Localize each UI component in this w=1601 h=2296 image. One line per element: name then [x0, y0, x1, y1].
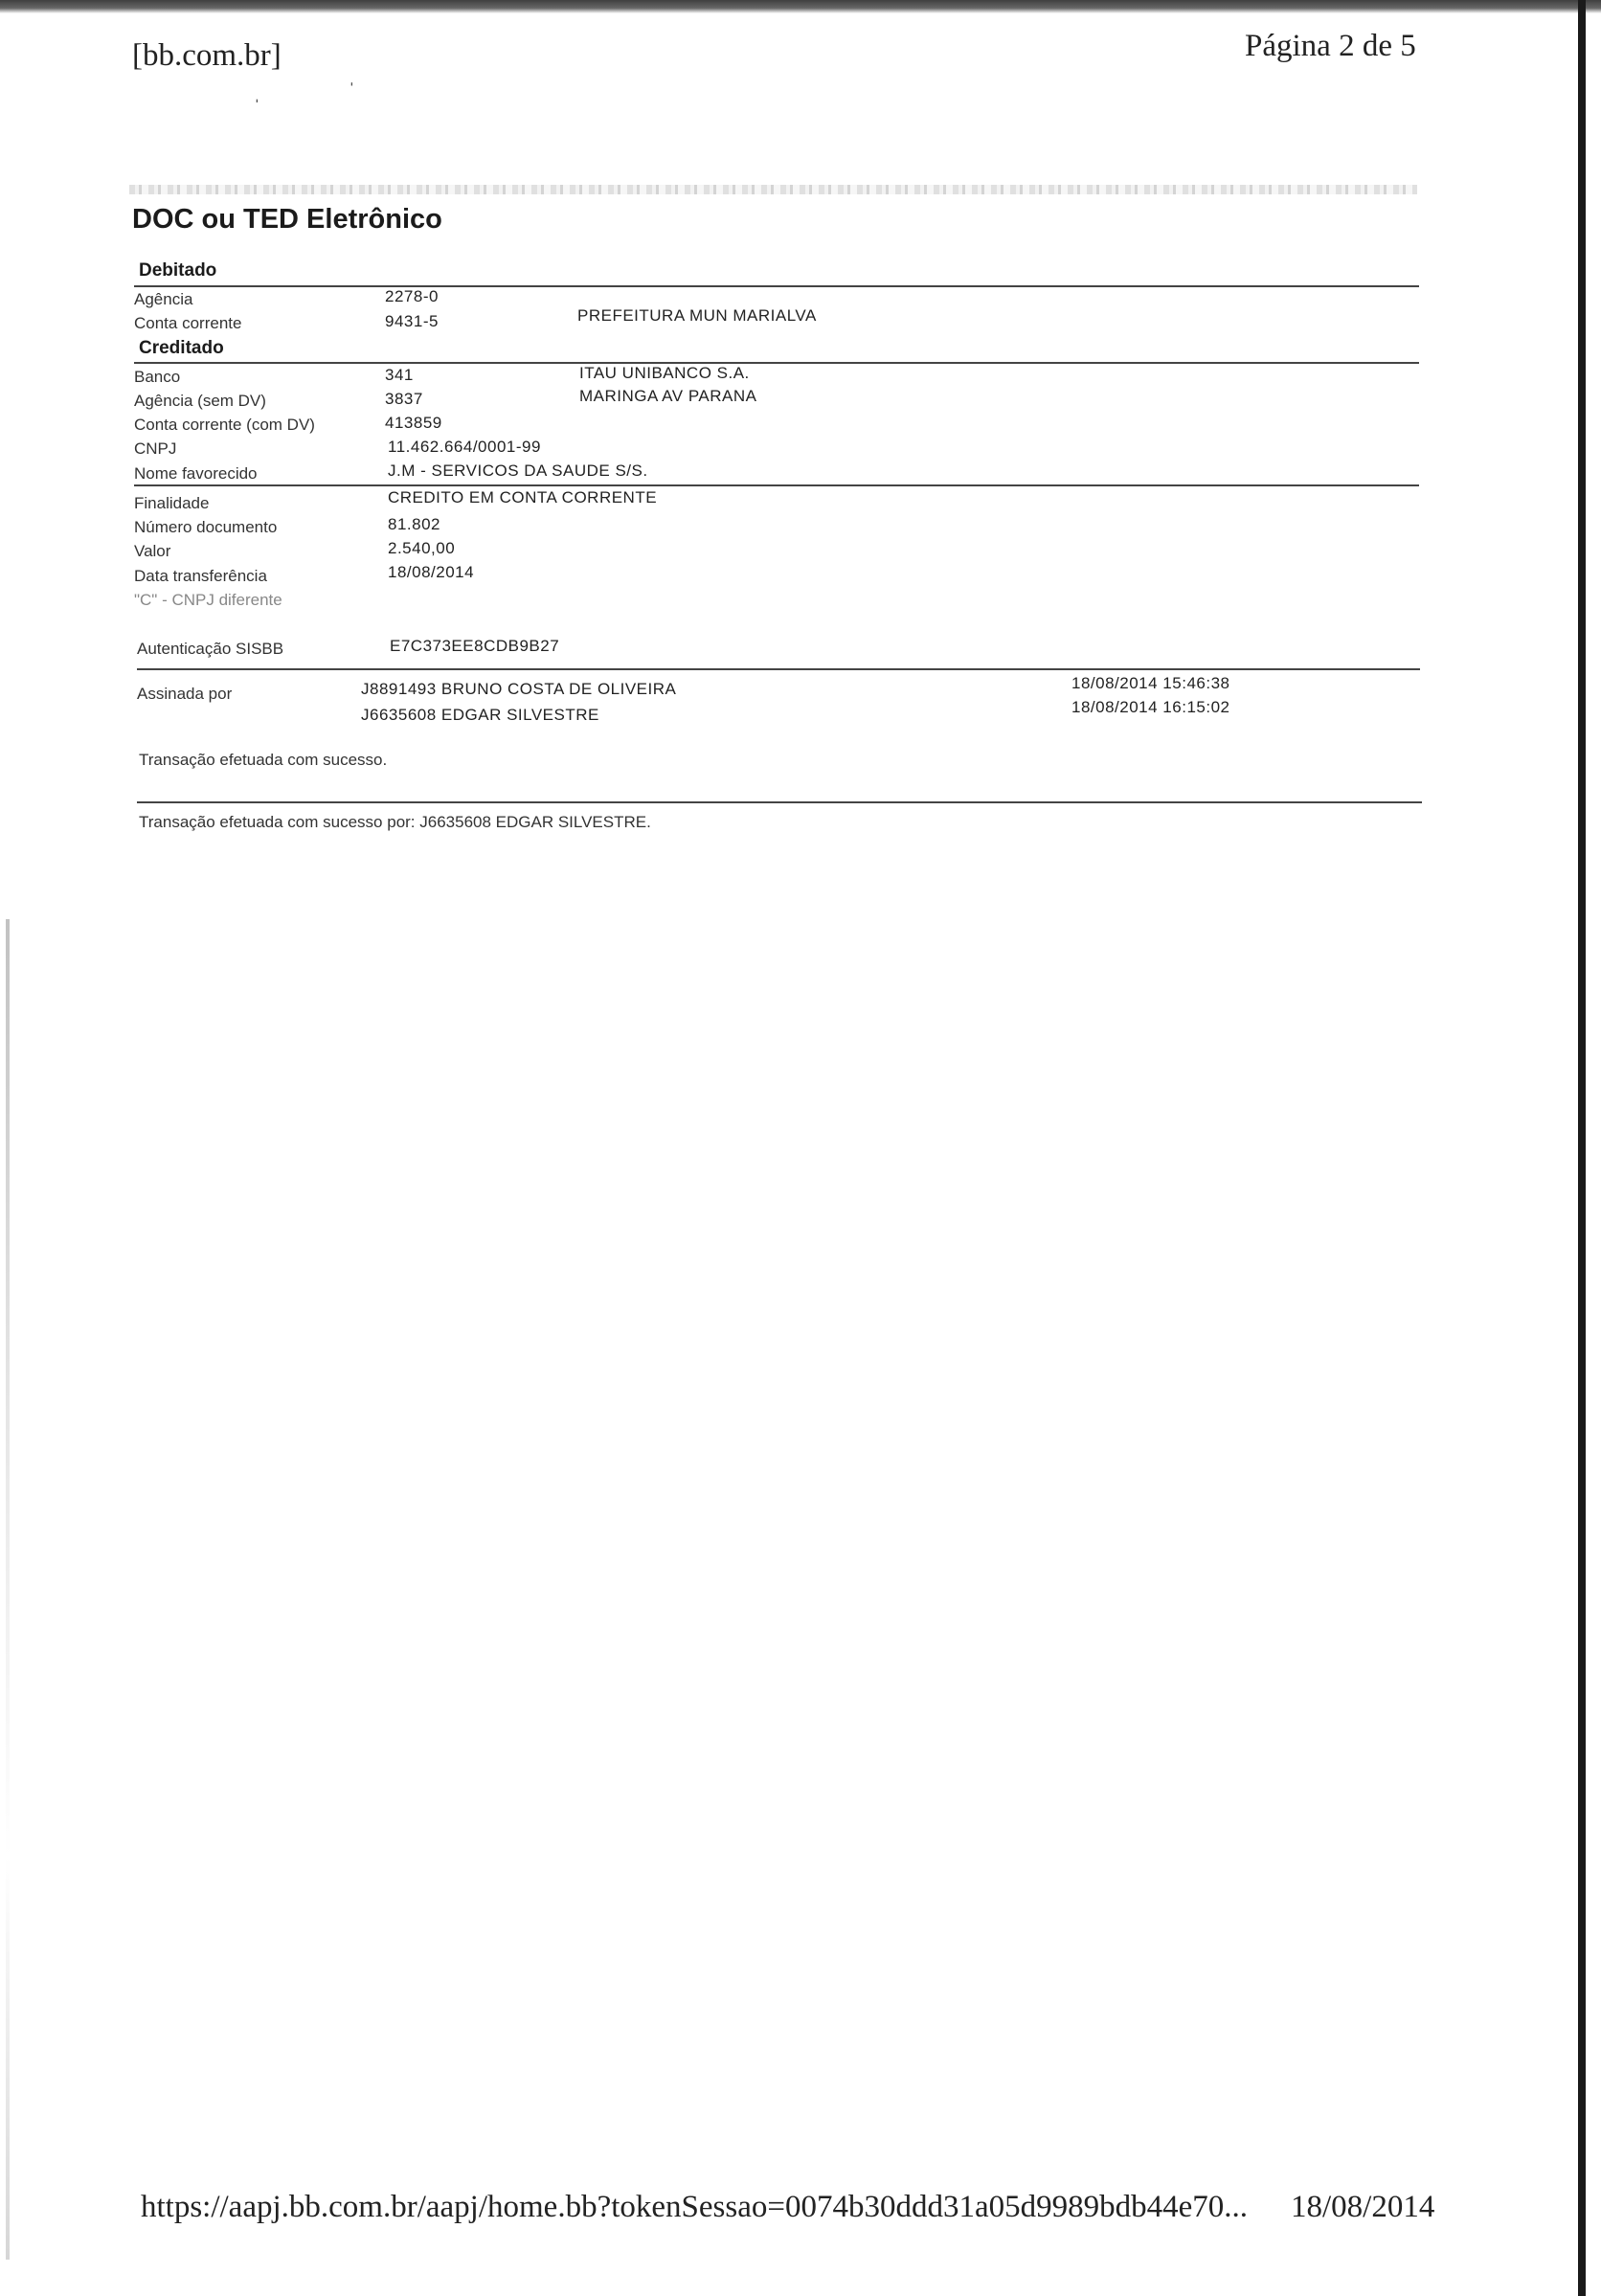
label-nome-favorecido: Nome favorecido [134, 464, 258, 483]
scan-edge-top [0, 0, 1601, 13]
value-agencia-sem-dv: 3837 [385, 390, 423, 408]
divider [134, 484, 1419, 486]
value-agencia: 2278-0 [385, 287, 439, 305]
label-finalidade: Finalidade [134, 494, 210, 512]
value-conta-com-dv: 413859 [385, 414, 442, 432]
label-data-transferencia: Data transferência [134, 567, 267, 585]
label-numero-documento: Número documento [134, 518, 278, 536]
value-autenticacao: E7C373EE8CDB9B27 [390, 637, 560, 655]
divider [137, 668, 1420, 670]
signature-datetime: 18/08/2014 16:15:02 [1071, 698, 1230, 716]
scan-edge-left [6, 919, 10, 2260]
value-titular: PREFEITURA MUN MARIALVA [577, 306, 817, 325]
label-agencia-sem-dv: Agência (sem DV) [134, 392, 266, 410]
cnpj-note: "C" - CNPJ diferente [134, 591, 282, 609]
scan-mark: ˌ [254, 82, 260, 103]
footer-date: 18/08/2014 [1291, 2190, 1435, 2224]
header-site: [bb.com.br] [132, 38, 282, 73]
section-debitado: Debitado [139, 260, 217, 281]
scan-noise-band [129, 185, 1417, 194]
signature-name: J6635608 EDGAR SILVESTRE [361, 706, 599, 724]
signature-datetime: 18/08/2014 15:46:38 [1071, 674, 1230, 692]
value-banco: 341 [385, 366, 414, 384]
label-cnpj: CNPJ [134, 439, 177, 458]
label-valor: Valor [134, 542, 171, 560]
status-message: Transação efetuada com sucesso. [139, 751, 388, 769]
value-numero-documento: 81.802 [388, 515, 440, 533]
footer-url: https://aapj.bb.com.br/aapj/home.bb?tokenSessao=0074b30ddd31a05d9989bdb44e70... [141, 2190, 1249, 2224]
page-indicator: Página 2 de 5 [1245, 29, 1416, 63]
value-nome-favorecido: J.M - SERVICOS DA SAUDE S/S. [388, 461, 648, 480]
value-finalidade: CREDITO EM CONTA CORRENTE [388, 488, 658, 506]
divider [137, 801, 1422, 803]
value-agencia-nome: MARINGA AV PARANA [579, 387, 757, 405]
label-conta-corrente: Conta corrente [134, 314, 242, 332]
value-banco-nome: ITAU UNIBANCO S.A. [579, 364, 750, 382]
label-assinada-por: Assinada por [137, 685, 233, 703]
divider [134, 285, 1419, 287]
signature-name: J8891493 BRUNO COSTA DE OLIVEIRA [361, 680, 677, 698]
page-title: DOC ou TED Eletrônico [132, 204, 442, 235]
scan-edge-right [1578, 0, 1586, 2296]
status-by-message: Transação efetuada com sucesso por: J6635608 EDGAR SILVESTRE. [139, 813, 651, 831]
value-data-transferencia: 18/08/2014 [388, 563, 475, 581]
section-creditado: Creditado [139, 338, 224, 358]
label-conta-com-dv: Conta corrente (com DV) [134, 416, 315, 434]
scan-mark: ˈ [349, 80, 355, 101]
label-autenticacao: Autenticação SISBB [137, 640, 284, 658]
label-agencia: Agência [134, 290, 193, 308]
divider [134, 362, 1419, 364]
value-valor: 2.540,00 [388, 539, 456, 557]
label-banco: Banco [134, 368, 181, 386]
value-cnpj: 11.462.664/0001-99 [388, 438, 541, 456]
value-conta-corrente: 9431-5 [385, 312, 439, 330]
